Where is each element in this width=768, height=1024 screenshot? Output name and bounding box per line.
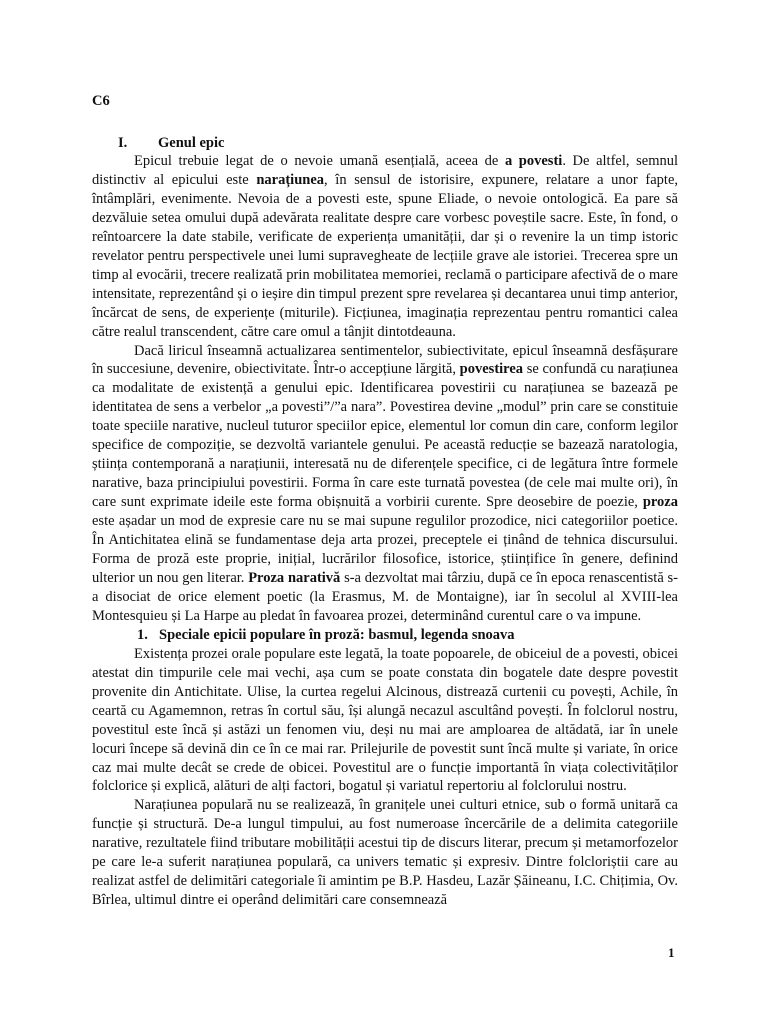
text-run: . De altfel, semnul distinctiv al epicului este <box>92 153 678 188</box>
paragraph-povestirea <box>92 342 678 626</box>
bold-term: Proza narativă <box>248 569 341 586</box>
bold-term: a povesti <box>504 153 563 169</box>
text-run: se confundă cu narațiunea ca modalitate de existență a genului epic. Identificarea povestirii cu narațiunea se bazează pe identitatea de sens a verbelor „a povesti”/”a nara”. Povestirea devine „modul” prin care se constituie toate speciile narative, nucleul tuturor speciilor epice, elementul lor comun din care, conform legilor specifice de compoziție, se dezvoltă variantele genului. Pe această reducție se bazează naratologia, știința contemporană a narațiunii, interesată nu de diferențele specifice, ci de legătura între formele narative, baza principiului povestirii. Forma în care este turnată povestea (de cele mai multe ori), în care sunt exprimate ideile este forma obișnuită a vorbirii curente. Spre deosebire de poezie, <box>92 361 679 511</box>
page-number: 1 <box>668 945 675 960</box>
section-title: Genul epic <box>158 135 225 151</box>
text-run: s-a dezvoltat mai târziu, după ce în epoca renascentistă s-a disociat de orice element poetic (la Erasmus, M. de Montaigne), iar în secolul al XVIII-lea Montesquieu și La Harpe au pledat în favoarea prozei, determinând curentul care o va impune. <box>92 569 679 624</box>
bold-term: proza <box>642 494 678 511</box>
bold-term: povestirea <box>459 361 524 378</box>
text-run: Dacă liricul înseamnă actualizarea sentimentelor, subiectivitate, epicul înseamnă desfășurare în succesiune, devenire, obiectivitate. Într-o accepțiune lărgită, <box>92 342 678 378</box>
subsection-number: 1. <box>137 626 148 643</box>
section-number: I. <box>118 135 128 151</box>
subsection-heading <box>92 626 678 645</box>
paragraph-naratiunea-populara: Narațiunea populară nu se realizează, în granițele unei culturi etnice, sub o formă unitară ca funcție și structură. De-a lungul timpului, au fost numeroase încercările de a delimita categoriile narative, rezultatele fiind tributare mobilității acestui tip de discurs literar, precum și metamorfozelor pe care le-a suferit narațiunea populară, ca univers tematic și expresiv. Dintre folcloriștii care au realizat astfel de delimitări categoriale îi amintim pe B.P. Hasdeu, Lazăr Șăineanu, I.C. Chițimia, Ov. Bîrlea, ultimul dintre ei operând delimitări care consemnează <box>92 797 678 909</box>
bold-term: narațiunea <box>256 171 325 188</box>
section-heading <box>118 135 224 152</box>
subsection-title: Speciale epicii populare în proză: basmul, legenda snoava <box>159 626 515 643</box>
document-label: C6 <box>92 93 110 109</box>
text-run: Epicul trebuie legat de o nevoie umană esențială, aceea de <box>134 153 505 169</box>
paragraph-proza-orala: Existența prozei orale populare este legată, la toate popoarele, de obiceiul de a povesti, obicei atestat din timpurile cele mai vechi, așa cum se poate constata din bogatele date despre povestit provenite din Antichitate. Ulise, la curtea regelui Alcinous, distrează curtenii cu povești, Achile, în ceartă cu Agamemnon, retras în cortul său, își alungă necazul ascultând povești. În folclorul nostru, povestitul este încă și astăzi un fenomen viu, deși nu mai are amploarea de altădată, iar în unele locuri începe să devină din ce în ce mai rar. Prilejurile de povestit sunt încă multe și variate, în orice caz mai multe decât se crede de obicei. Povestitul are o funcție importantă în viața colectivităților folclorice și explică, alături de alți factori, bogatul și variatul repertoriu al folclorului nostru. <box>92 645 678 795</box>
paragraph-genul-epic <box>92 152 678 342</box>
text-run: este așadar un mod de expresie care nu se mai supune regulilor prozodice, nici categoriilor poetice. În Antichitatea elină se fundamentase deja arta prozei, preceptele ei ținând de tehnica discursului. Forma de proză este proprie, inițial, lucrărilor filosofice, istorice, științifice în genere, definind ulterior un nou gen literar. <box>92 513 678 586</box>
text-run: , în sensul de istorisire, expunere, relatare a unor fapte, întâmplări, evenimente. Nevoia de a povesti este, spune Eliade, o nevoie ontologică. Ea pare să dezvăluie setea omului după adevărata realitate despre care vorbesc poveștile sacre. Este, în fond, o reîntoarcere la date stabile, verificate de experiența umanității, dar și o revenire la un timp istoric revelator pentru perspectivele unei lumi supravegheate de lecțiile grave ale istoriei. Trecerea spre un timp al evocării, trecere realizată prin mobilitatea memoriei, reclamă o participare afectivă de o mare intensitate, reprezentând și o ieșire din timpul prezent spre revelarea și decantarea unui timp anterior, încărcat de sens, de experiențe (miturile). Ficțiunea, imaginația reprezentau pentru romantici calea către realul transcendent, către care omul a tânjit dintotdeauna. <box>92 171 679 340</box>
body-text <box>92 152 678 910</box>
